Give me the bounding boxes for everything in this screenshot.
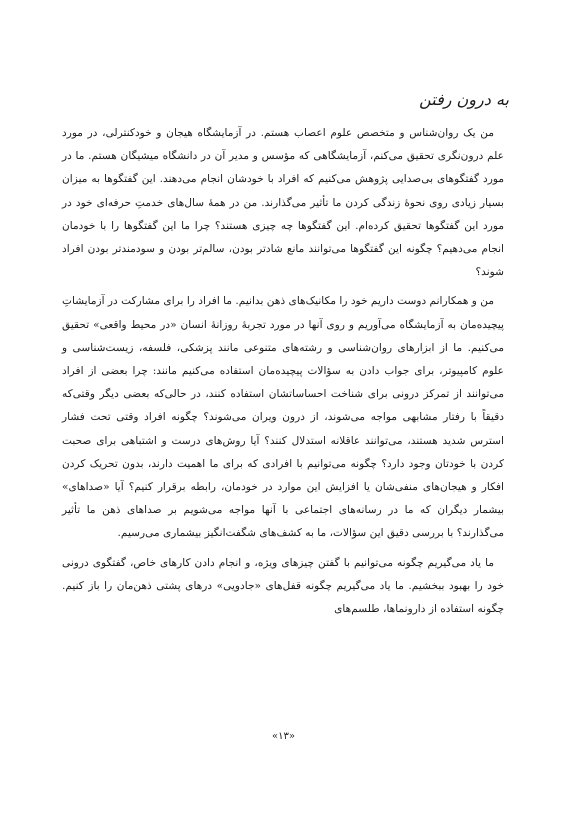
paragraph-2: من و همکارانم دوست داریم خود را مکانیک‌های ذهن بدانیم. ما افراد را برای مشارکت در آزمایشاتِ پیچیده‌مان به آزمایشگاه می‌آوریم و روی آنها در مورد تجربهٔ روزانهٔ انسان «در محیط واقعی» تحقیق می‌کنیم. ما از ابزارهای روان‌شناسی و رشته‌های متنوعی مانند پزشکی، فلسفه، زیست‌شناسی و علوم کامپیوتر، برای جواب دادن به سؤالات پیچیده‌مان استفاده می‌کنیم مانند: چرا بعضی از افراد می‌توانند از تمرکز درونی برای شناخت احساساتشان استفاده کنند، در حالی‌که بعضی دیگر وقتی‌که دقیقاً با رفتار مشابهی مواجه می‌شوند، از درون ویران می‌شوند؟ چگونه افراد وقتی تحت فشار استرس شدید هستند، می‌توانند عاقلانه استدلال کنند؟ آیا روش‌های درست و اشتباهی برای صحبت کردن با خودتان وجود دارد؟ چگونه می‌توانیم با افرادی که برای ما اهمیت دارند، بدون تحریک کردن افکار و هیجان‌های منفی‌شان یا افزایش این موارد در خودمان، رابطه برقرار کنیم؟ آیا «صداهای» بیشمار دیگران که ما در رسانه‌های اجتماعی با آنها مواجه می‌شویم بر صداهای ذهن ما تأثیر می‌گذارند؟ با بررسی دقیق این سؤالات، ما به کشف‌های شگفت‌انگیز بیشماری می‌رسیم. bbox=[62, 295, 504, 540]
body-text bbox=[62, 122, 504, 621]
paragraph-1: من یک روان‌شناس و متخصص علوم اعصاب هستم. در آزمایشگاه هیجان و خودکنترلی، در مورد علم درون‌نگری تحقیق می‌کنم، آزمایشگاهی که مؤسس و مدیر آن در دانشگاه میشیگان هستم. ما در مورد گفتگوهای بی‌صدایی پژوهش می‌کنیم که افراد با خودشان انجام می‌دهند. این گفتگوها به میزان بسیار زیادی روی نحوهٔ زندگی کردن ما تأثیر می‌گذارند. من در همهٔ سال‌های خدمتِ حرفه‌ای خود در مورد این گفتگوها تحقیق کرده‌ام. این گفتگوها چه چیزی هستند؟ چرا ما این گفتگوها را با خودمان انجام می‌دهیم؟ چگونه این گفتگوها می‌توانند مانع شادتر بودن، سالم‌تر بودن و سودمندتر بودن افراد شوند؟ bbox=[62, 127, 504, 279]
page-number: «۱۳» bbox=[272, 731, 295, 742]
section-heading: به درون رفتن bbox=[419, 90, 509, 109]
paragraph-3: ما یاد می‌گیریم چگونه می‌توانیم با گفتن چیزهای ویژه، و انجام دادن کارهای خاص، گفتگوی درونی خود را بهبود ببخشیم. ما یاد می‌گیریم چگونه قفل‌های «جادویی» درهای پشتی ذهن‌مان را باز کنیم. چگونه استفاده از دارونماها، طلسم‌های bbox=[62, 556, 504, 616]
